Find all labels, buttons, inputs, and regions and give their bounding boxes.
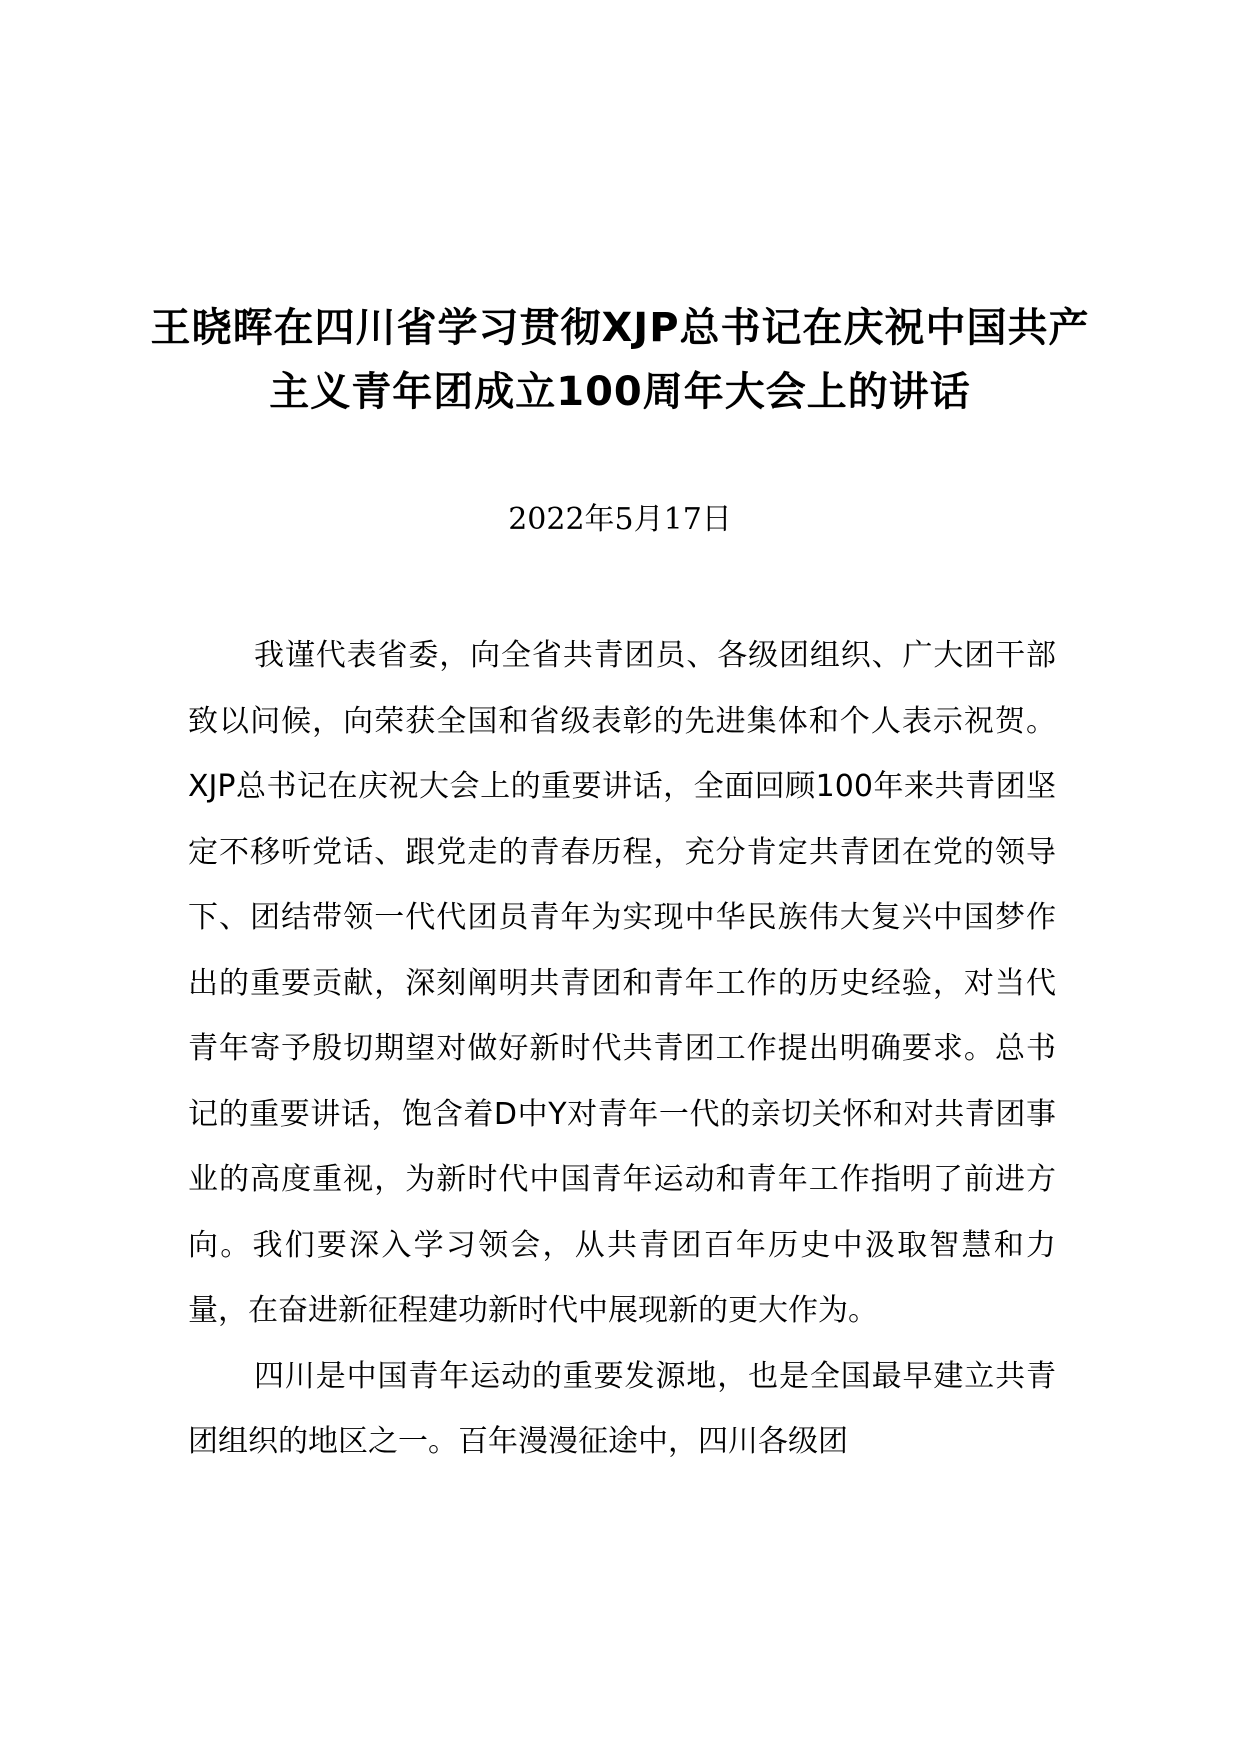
document-title: 王晓晖在四川省学习贯彻XJP总书记在庆祝中国共产主义青年团成立100周年大会上的讲话: [150, 305, 1090, 415]
paragraph: 我谨代表省委，向全省共青团员、各级团组织、广大团干部致以问候，向荣获全国和省级表彰的先进集体和个人表示祝贺。XJP总书记在庆祝大会上的重要讲话，全面回顾100年来共青团坚定不移听党话、跟党走的青春历程，充分肯定共青团在党的领导下、团结带领一代代团员青年为实现中华民族伟大复兴中国梦作出的重要贡献，深刻阐明共青团和青年工作的历史经验，对当代青年寄予殷切期望对做好新时代共青团工作提出明确要求。总书记的重要讲话，饱含着D中Y对青年一代的亲切关怀和对共青团事业的高度重视，为新时代中国青年运动和青年工作指明了前进方向。我们要深入学习领会，从共青团百年历史中汲取智慧和力量，在奋进新征程建功新时代中展现新的更大作为。: [188, 638, 1056, 1328]
document-date: 2022年5月17日: [508, 502, 732, 537]
paragraph: 四川是中国青年运动的重要发源地，也是全国最早建立共青团组织的地区之一。百年漫漫征途中，四川各级团: [188, 1358, 1056, 1459]
document-body: [188, 623, 1056, 1475]
